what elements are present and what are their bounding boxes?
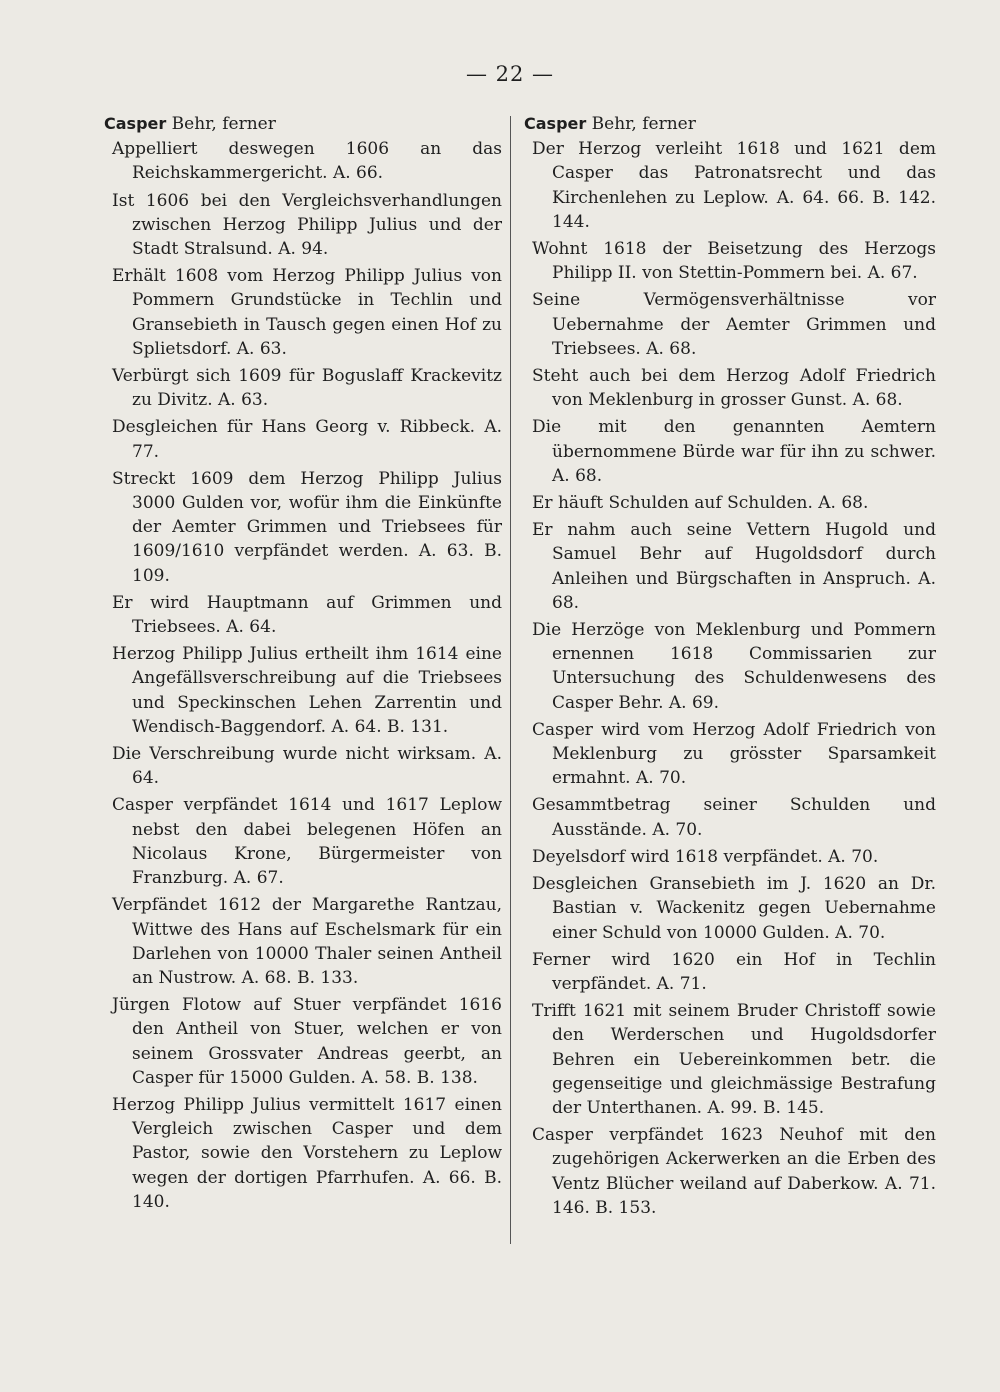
entry: Casper verpfändet 1614 und 1617 Leplow nebst den dabei belegenen Höfen an Nicolaus Krone, Bürgermeister von Franzburg. A. 67.	[112, 795, 502, 889]
left-column-header	[104, 112, 502, 136]
left-column	[104, 112, 502, 1217]
right-column-header	[524, 112, 936, 136]
header-name: Casper	[524, 114, 587, 133]
entry: Desgleichen Gransebieth im J. 1620 an Dr. Bastian v. Wackenitz gegen Uebernahme einer Schuld von 10000 Gulden. A. 70.	[532, 874, 936, 943]
entry: Er wird Hauptmann auf Grimmen und Triebsees. A. 64.	[112, 592, 502, 638]
header-rest: Behr, ferner	[586, 114, 696, 134]
entry: Deyelsdorf wird 1618 verpfändet. A. 70.	[532, 846, 879, 867]
entry: Herzog Philipp Julius vermittelt 1617 einen Vergleich zwischen Casper und dem Pastor, sowie den Vorstehern zu Leplow wegen der dortigen Pfarrhufen. A. 66. B. 140.	[112, 1094, 502, 1212]
entry: Erhält 1608 vom Herzog Philipp Julius von Pommern Grundstücke in Techlin und Gransebieth in Tausch gegen einen Hof zu Splietsdorf. A. 63.	[112, 266, 502, 359]
entry: Steht auch bei dem Herzog Adolf Friedrich von Meklenburg in grosser Gunst. A. 68.	[532, 366, 936, 411]
entry: Casper wird vom Herzog Adolf Friedrich von Meklenburg zu grösster Sparsamkeit ermahnt. A. 70.	[532, 719, 936, 789]
entry: Wohnt 1618 der Beisetzung des Herzogs Philipp II. von Stettin-Pommern bei. A. 67.	[532, 239, 936, 284]
entry: Er nahm auch seine Vettern Hugold und Samuel Behr auf Hugoldsdorf durch Anleihen und Bürgschaften in Anspruch. A. 68.	[532, 520, 936, 613]
entry: Verpfändet 1612 der Margarethe Rantzau, Wittwe des Hans auf Eschelsmark für ein Darlehen von 10000 Thaler seinen Antheil an Nustrow. A. 68. B. 133.	[112, 895, 502, 988]
header-name: Casper	[104, 114, 167, 133]
entry: Trifft 1621 mit seinem Bruder Christoff sowie den Werderschen und Hugoldsdorfer Behren ein Uebereinkommen betr. die gegenseitige und gleichmässige Bestrafung der Unterthanen. A. 99. B. 145.	[532, 1001, 936, 1118]
entry: Er häuft Schulden auf Schulden. A. 68.	[532, 493, 869, 514]
column-divider	[510, 116, 511, 1244]
entry: Verbürgt sich 1609 für Boguslaff Krackevitz zu Divitz. A. 63.	[112, 366, 502, 411]
entry: Herzog Philipp Julius ertheilt ihm 1614 eine Angefällsverschreibung auf die Triebsees und Speckinschen Lehen Zarrentin und Wendisch-Baggendorf. A. 64. B. 131.	[112, 644, 502, 737]
page-number: — 22 —	[465, 62, 555, 86]
entry: Gesammtbetrag seiner Schulden und Ausstände. A. 70.	[532, 795, 936, 840]
entry: Casper verpfändet 1623 Neuhof mit den zugehörigen Ackerwerken an die Erben des Ventz Blücher weiland auf Daberkow. A. 71. 146. B. 153.	[532, 1125, 936, 1218]
entry: Die Verschreibung wurde nicht wirksam. A. 64.	[112, 744, 502, 789]
entry: Appelliert deswegen 1606 an das Reichskammergericht. A. 66.	[112, 139, 502, 184]
entry: Desgleichen für Hans Georg v. Ribbeck. A. 77.	[112, 417, 502, 462]
entry: Die mit den genannten Aemtern übernommene Bürde war für ihn zu schwer. A. 68.	[532, 417, 936, 486]
entry: Ist 1606 bei den Vergleichsverhandlungen zwischen Herzog Philipp Julius und der Stadt Stralsund. A. 94.	[112, 190, 502, 260]
entry: Jürgen Flotow auf Stuer verpfändet 1616 den Antheil von Stuer, welchen er von seinem Grossvater Andreas geerbt, an Casper für 15000 Gulden. A. 58. B. 138.	[112, 995, 502, 1088]
entry: Die Herzöge von Meklenburg und Pommern ernennen 1618 Commissarien zur Untersuchung des Schuldenwesens des Casper Behr. A. 69.	[532, 620, 936, 713]
entry: Ferner wird 1620 ein Hof in Techlin verpfändet. A. 71.	[532, 949, 936, 994]
header-rest: Behr, ferner	[166, 114, 276, 134]
entry: Der Herzog verleiht 1618 und 1621 dem Casper das Patronatsrecht und das Kirchenlehen zu Leplow. A. 64. 66. B. 142. 144.	[532, 139, 936, 232]
right-column	[524, 112, 936, 1223]
entry: Seine Vermögensverhältnisse vor Uebernahme der Aemter Grimmen und Triebsees. A. 68.	[532, 290, 936, 359]
entry: Streckt 1609 dem Herzog Philipp Julius 3000 Gulden vor, wofür ihm die Einkünfte der Aemter Grimmen und Triebsees für 1609/1610 verpfändet werden. A. 63. B. 109.	[112, 468, 502, 586]
